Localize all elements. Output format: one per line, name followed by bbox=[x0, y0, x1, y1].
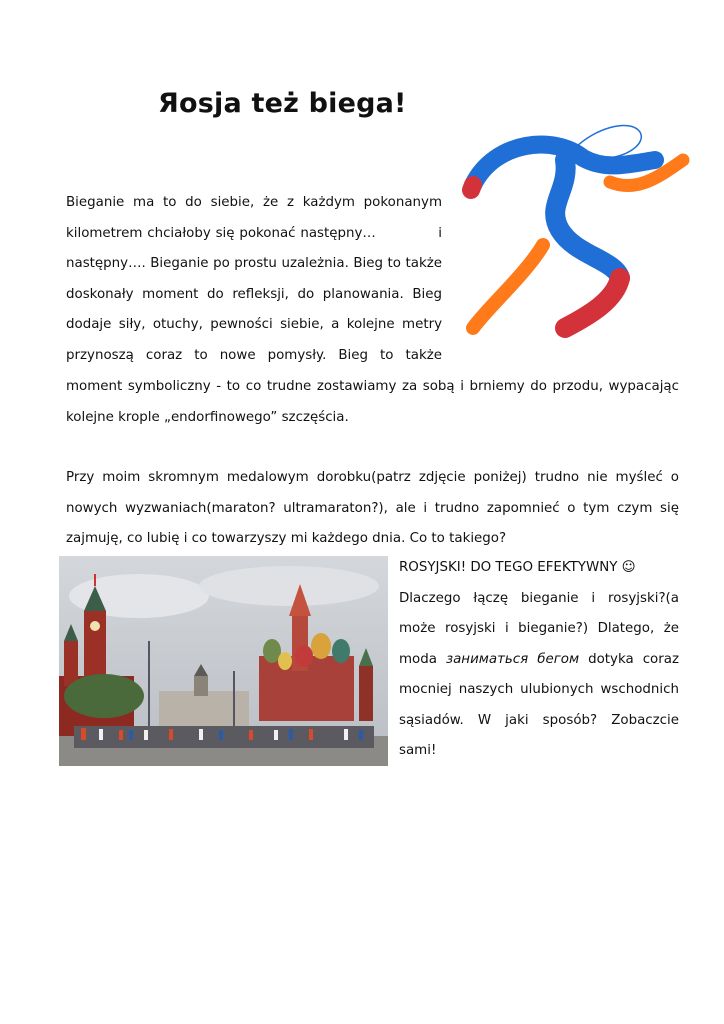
text-line: mocniej naszych ulubionych wschodnich bbox=[399, 682, 679, 697]
russian-paragraph bbox=[399, 553, 679, 767]
text-line: następny…. Bieganie po prostu uzależnia. Bieg to także bbox=[66, 256, 442, 271]
text-line: moment symboliczny - to co trudne zostawiamy za sobą i brniemy do przodu, wypacając bbox=[66, 379, 679, 394]
text-line: Dlaczego łączę bieganie i rosyjski?(a bbox=[399, 590, 679, 606]
text-line: Przy moim skromnym medalowym dorobku(patrz zdjęcie poniżej) trudno nie myśleć o bbox=[66, 470, 679, 485]
russian-phrase: заниматься бегом bbox=[445, 651, 580, 667]
text-line: sami! bbox=[399, 743, 437, 758]
text-line: może rosyjski i bieganie?) Dlatego, że bbox=[399, 621, 679, 636]
text-line: przynoszą coraz to nowe pomysły. Bieg to także bbox=[66, 347, 442, 363]
text-fragment: moda bbox=[399, 651, 446, 667]
text-line: dodaje siły, otuchy, pewności siebie, a kolejne metry bbox=[66, 317, 442, 332]
page-title: Яosja też biega! bbox=[158, 88, 407, 119]
intro-paragraph-wide bbox=[66, 372, 679, 433]
text-line: Bieganie ma to do siebie, że z każdym pokonanym bbox=[66, 195, 442, 210]
running-man-icon bbox=[455, 110, 700, 345]
text-fragment: dotyka coraz bbox=[579, 651, 679, 667]
text-line bbox=[399, 645, 679, 676]
red-square-marathon-photo bbox=[59, 556, 388, 766]
text-line: doskonały moment do refleksji, do planowania. Bieg bbox=[66, 286, 442, 302]
text-line: kolejne krople „endorfinowego” szczęścia. bbox=[66, 409, 349, 425]
intro-paragraph-narrow bbox=[66, 188, 442, 371]
text-line: nowych wyzwaniach(maraton? ultramaraton?), ale i trudno zapomnieć o tym czym się bbox=[66, 500, 679, 516]
second-paragraph bbox=[66, 463, 679, 555]
text-line: ROSYJSKI! DO TEGO EFEKTYWNY ☺ bbox=[399, 560, 636, 575]
text-line: sąsiadów. W jaki sposób? Zobaczcie bbox=[399, 712, 679, 728]
text-line: zajmuję, co lubię i co towarzyszy mi każdego dnia. Co to takiego? bbox=[66, 531, 507, 546]
text-line: kilometrem chciałoby się pokonać następny… i bbox=[66, 225, 442, 241]
